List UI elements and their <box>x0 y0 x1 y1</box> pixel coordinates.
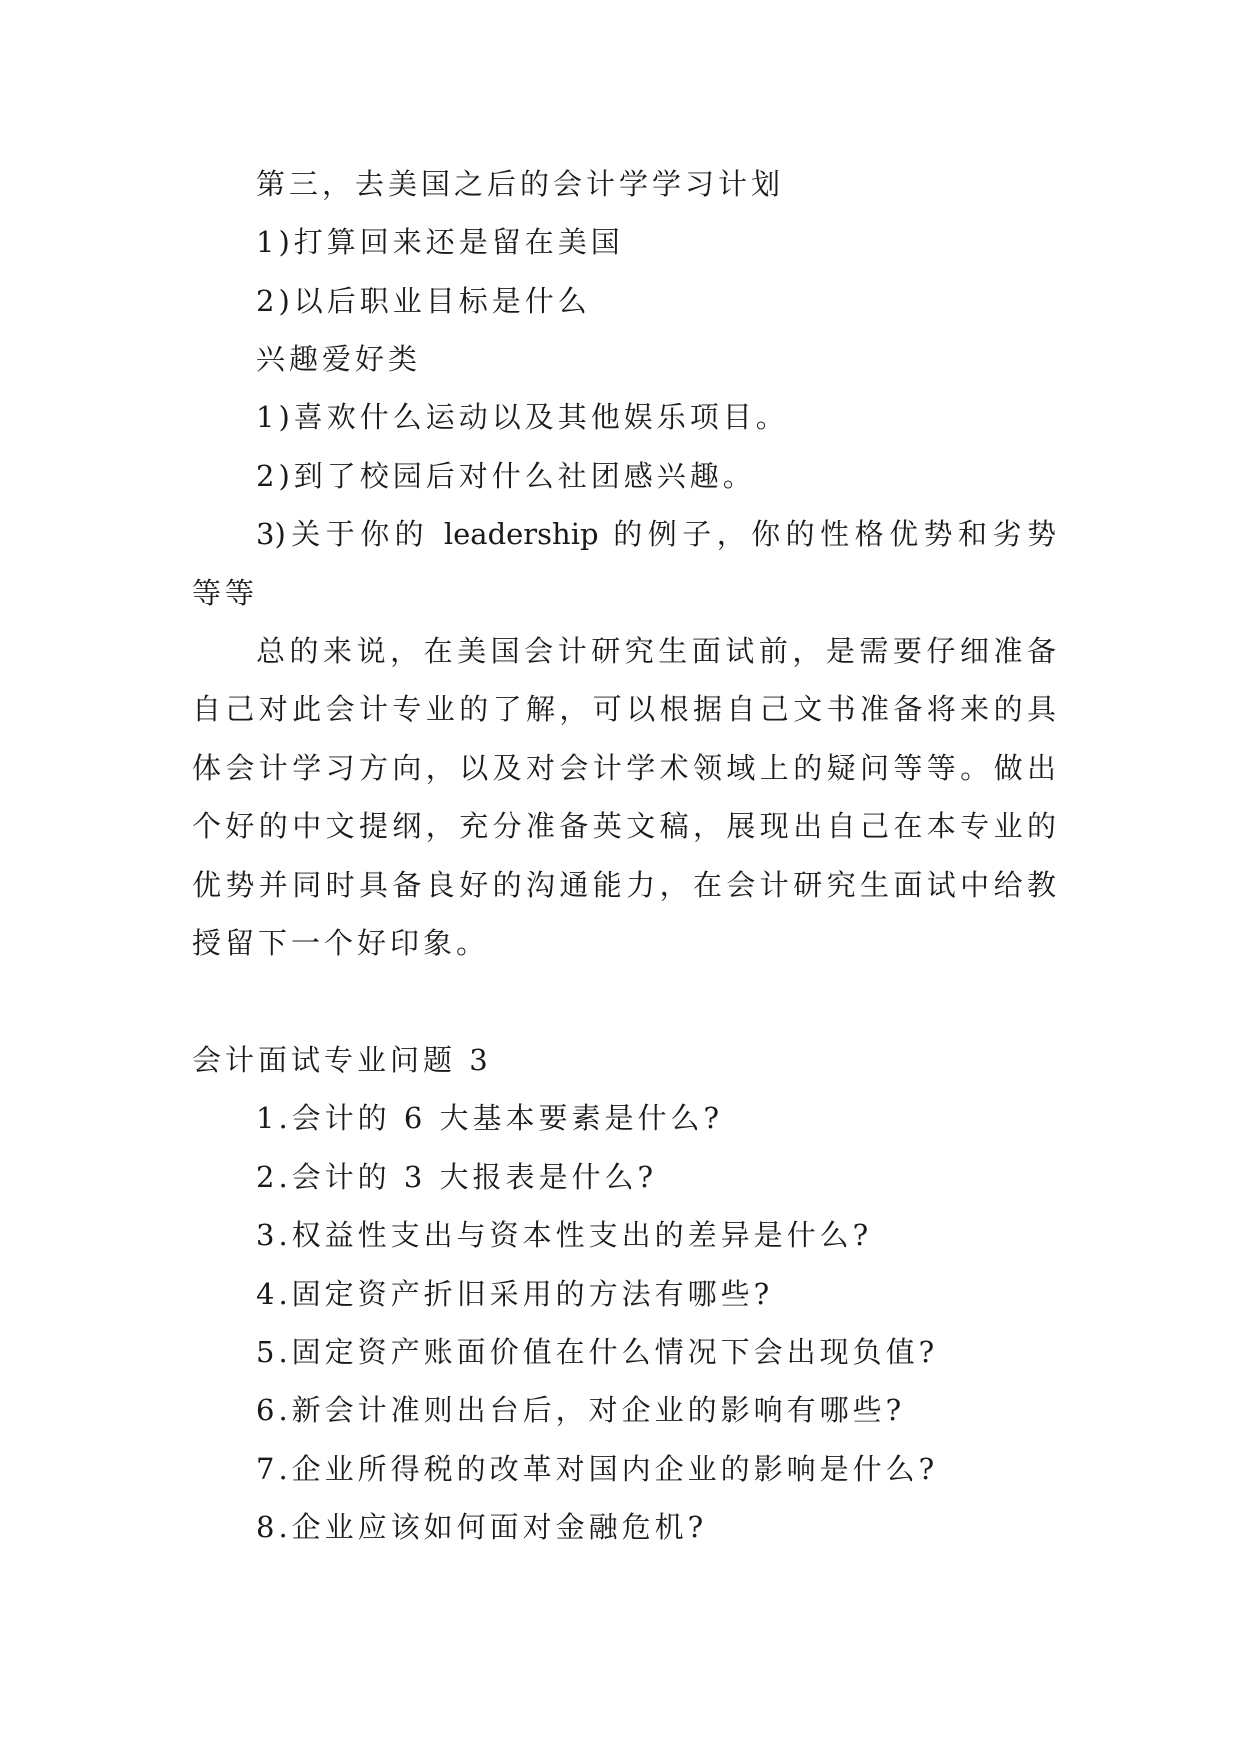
hobbies-heading: 兴趣爱好类 <box>256 342 422 376</box>
summary-line-4: 个好的中文提纲，充分准备英文稿，展现出自己在本专业的 <box>192 809 1056 843</box>
summary-line-6: 授留下一个好印象。 <box>192 926 490 960</box>
hobbies-item-3-line-1: 3)关于你的 leadership 的例子，你的性格优势和劣势 <box>256 517 1056 551</box>
hobbies-item-2: 2)到了校园后对什么社团感兴趣。 <box>256 459 756 493</box>
question-item-2: 2.会计的 3 大报表是什么? <box>256 1160 658 1194</box>
summary-line-5: 优势并同时具备良好的沟通能力，在会计研究生面试中给教 <box>192 868 1056 902</box>
section-three-item-1: 1)打算回来还是留在美国 <box>256 225 624 259</box>
question-item-3: 3.权益性支出与资本性支出的差异是什么? <box>256 1218 873 1252</box>
section-three-heading: 第三，去美国之后的会计学学习计划 <box>256 167 785 201</box>
section-three-item-2: 2)以后职业目标是什么 <box>256 284 591 318</box>
summary-line-2: 自己对此会计专业的了解，可以根据自己文书准备将来的具 <box>192 692 1056 726</box>
question-item-8: 8.企业应该如何面对金融危机? <box>256 1510 708 1544</box>
summary-line-1: 总的来说，在美国会计研究生面试前，是需要仔细准备 <box>256 634 1056 668</box>
question-item-4: 4.固定资产折旧采用的方法有哪些? <box>256 1277 774 1311</box>
questions-heading: 会计面试专业问题 3 <box>192 1043 492 1077</box>
question-item-7: 7.企业所得税的改革对国内企业的影响是什么? <box>256 1452 939 1486</box>
question-item-1: 1.会计的 6 大基本要素是什么? <box>256 1101 724 1135</box>
question-item-6: 6.新会计准则出台后，对企业的影响有哪些? <box>256 1393 906 1427</box>
summary-line-3: 体会计学习方向，以及对会计学术领域上的疑问等等。做出 <box>192 751 1056 785</box>
hobbies-item-1: 1)喜欢什么运动以及其他娱乐项目。 <box>256 400 789 434</box>
question-item-5: 5.固定资产账面价值在什么情况下会出现负值? <box>256 1335 939 1369</box>
hobbies-item-3-line-2: 等等 <box>192 576 259 610</box>
